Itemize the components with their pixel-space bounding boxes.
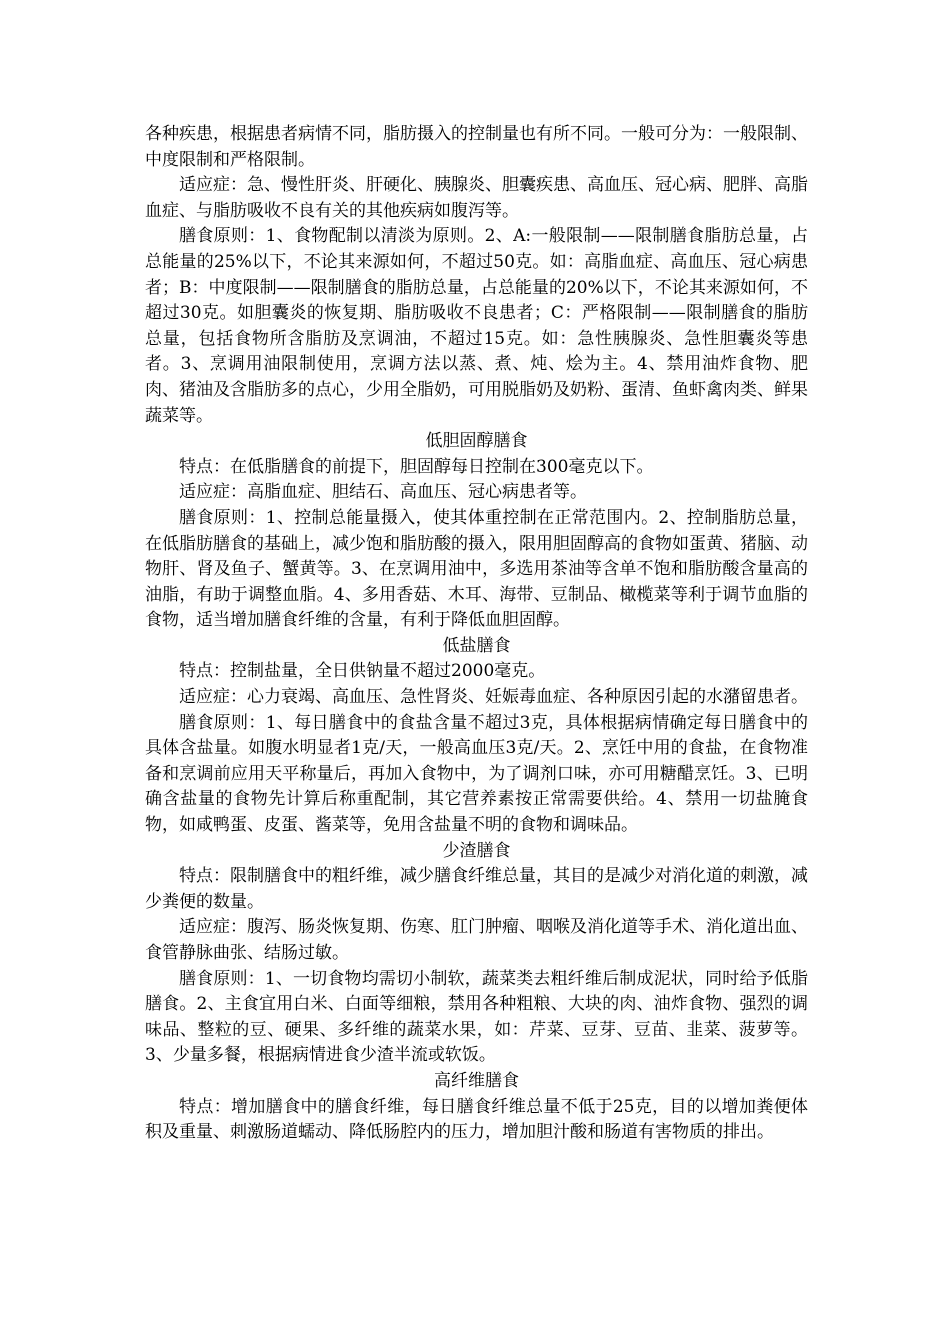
low-salt-indications: 适应症：心力衰竭、高血压、急性肾炎、妊娠毒血症、各种原因引起的水潴留患者。	[179, 687, 808, 708]
low-residue-principles: 膳食原则：1、一切食物均需切小制软，蔬菜类去粗纤维后制成泥状，同时给予低脂膳食。2、主食宜用白米、白面等细粮，禁用各种粗粮、大块的肉、油炸食物、强烈的调味品、整粒的豆、硬果、多纤维的蔬菜水果，如：芹菜、豆芽、豆苗、韭菜、菠萝等。3、少量多餐，根据病情进食少渣半流或软饭。	[145, 968, 808, 1066]
intro-principles: 膳食原则：1、食物配制以清淡为原则。2、A:一般限制——限制膳食脂肪总量，占总能量的25%以下，不论其来源如何，不超过50克。如：高脂血症、高血压、冠心病患者；B：中度限制——限制膳食的脂肪总量，占总能量的20%以下，不论其来源如何，不超过30克。如胆囊炎的恢复期、脂肪吸收不良患者；C：严格限制——限制膳食的脂肪总量，包括食物所含脂肪及烹调油，不超过15克。如：急性胰腺炎、急性胆囊炎等患者。3、烹调用油限制使用，烹调方法以蒸、煮、炖、烩为主。4、禁用油炸食物、肥肉、猪油及含脂肪多的点心，少用全脂奶，可用脱脂奶及奶粉、蛋清、鱼虾禽肉类、鲜果蔬菜等。	[145, 226, 808, 426]
low-salt-features: 特点：控制盐量，全日供钠量不超过2000毫克。	[179, 661, 546, 682]
document-page	[145, 122, 808, 1146]
low-residue-indications: 适应症：腹泻、肠炎恢复期、伤寒、肛门肿瘤、咽喉及消化道等手术、消化道出血、食管静脉曲张、结肠过敏。	[145, 917, 808, 963]
intro-continuation: 各种疾患，根据患者病情不同，脂肪摄入的控制量也有所不同。一般可分为：一般限制、中度限制和严格限制。	[145, 124, 808, 170]
section-title-high-fiber: 高纤维膳食	[434, 1070, 519, 1091]
low-cholesterol-indications: 适应症：高脂血症、胆结石、高血压、冠心病患者等。	[179, 482, 587, 503]
intro-indications: 适应症：急、慢性肝炎、肝硬化、胰腺炎、胆囊疾患、高血压、冠心病、肥胖、高脂血症、与脂肪吸收不良有关的其他疾病如腹泻等。	[145, 175, 808, 221]
section-title-low-residue: 少渣膳食	[442, 840, 511, 861]
section-title-low-cholesterol: 低胆固醇膳食	[425, 431, 528, 452]
high-fiber-features: 特点：增加膳食中的膳食纤维，每日膳食纤维总量不低于25克，目的以增加粪便体积及重量、刺激肠道蠕动、降低肠腔内的压力，增加胆汁酸和肠道有害物质的排出。	[145, 1096, 808, 1143]
low-residue-features: 特点：限制膳食中的粗纤维，减少膳食纤维总量，其目的是减少对消化道的刺激，减少粪便的数量。	[145, 866, 808, 912]
section-title-low-salt: 低盐膳食	[442, 635, 511, 656]
low-salt-principles: 膳食原则：1、每日膳食中的食盐含量不超过3克，具体根据病情确定每日膳食中的具体含盐量。如腹水明显者1克/天，一般高血压3克/天。2、烹饪中用的食盐，在食物准备和烹调前应用天平称量后，再加入食物中，为了调剂口味，亦可用糖醋烹饪。3、已明确含盐量的食物先计算后称重配制，其它营养素按正常需要供给。4、禁用一切盐腌食物，如咸鸭蛋、皮蛋、酱菜等，免用含盐量不明的食物和调味品。	[145, 712, 808, 836]
low-cholesterol-principles: 膳食原则：1、控制总能量摄入，使其体重控制在正常范围内。2、控制脂肪总量，在低脂肪膳食的基础上，减少饱和脂肪酸的摄入，限用胆固醇高的食物如蛋黄、猪脑、动物肝、肾及鱼子、蟹黄等。3、在烹调用油中，多选用茶油等含单不饱和脂肪酸含量高的油脂，有助于调整血脂。4、多用香菇、木耳、海带、豆制品、橄榄菜等利于调节血脂的食物，适当增加膳食纤维的含量，有利于降低血胆固醇。	[145, 507, 808, 631]
low-cholesterol-features: 特点：在低脂膳食的前提下，胆固醇每日控制在300毫克以下。	[179, 456, 654, 477]
